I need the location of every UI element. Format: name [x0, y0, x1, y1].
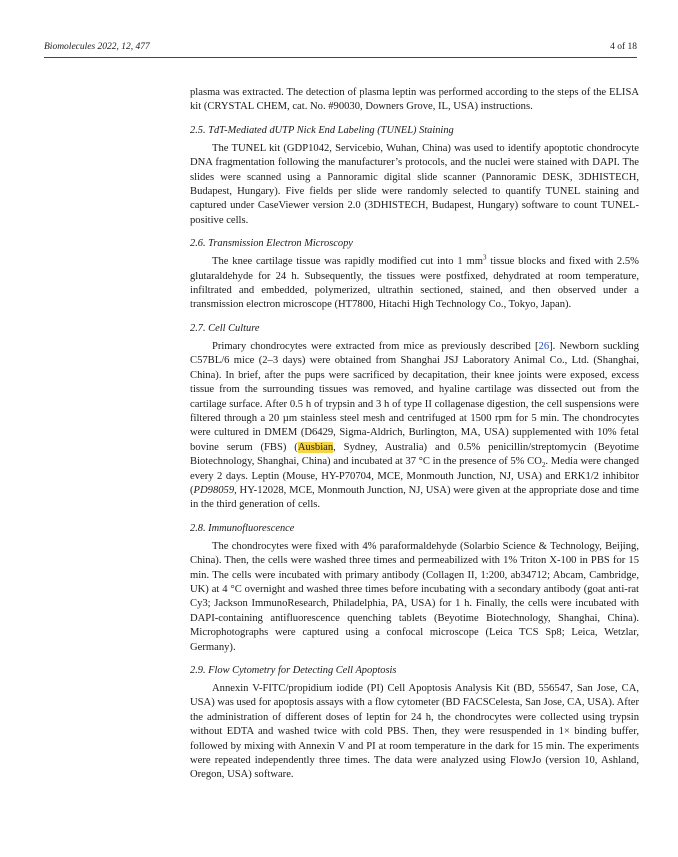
section-title-cell-culture: 2.7. Cell Culture — [190, 322, 260, 334]
section-title-immunofluorescence: 2.8. Immunofluorescence — [190, 522, 295, 534]
cell-culture-text-c: , Sydney, Australia) and 0.5% penicillin/streptomycin (Beyotime Biotechnology, Shanghai, China) and incubated at 37 °C in the presence of 5% CO — [190, 441, 639, 468]
section-text-flow-cytometry: Annexin V-FITC/propidium iodide (PI) Cell Apoptosis Analysis Kit (BD, 556547, San Jose, CA, USA) was used for apoptosis assays with a flow cytometer (BD FACSCelesta, San Jose, CA, USA). After the administration of different doses of leptin for 24 h, the chondrocytes were collected using trypsin without EDTA and washed twice with cold PBS. Then, they were resuspended in 1× binding buffer, followed by mixing with Annexin V and PI at room temperature in the dark for 15 min. The experiments were repeated independently three times. The data were analyzed using FlowJo (version 10, Ashland, Oregon, USA) software. — [190, 683, 639, 781]
cell-culture-text-d: . Media were changed every 2 days. Leptin (Mouse, HY-P70704, MCE, Monmouth Junction, NJ, USA) and ERK1/2 inhibitor ( — [190, 456, 639, 496]
page-number: 4 of 18 — [610, 42, 637, 52]
inhibitor-name: PD98059 — [193, 484, 235, 496]
citation-link[interactable]: 26 — [538, 340, 550, 352]
cell-culture-text-a: Primary chondrocytes were extracted from mice as previously described [ — [212, 340, 539, 352]
section-title-tunel: 2.5. TdT-Mediated dUTP Nick End Labeling (TUNEL) Staining — [190, 124, 454, 136]
tem-superscript: 3 — [482, 253, 487, 262]
highlighted-text: Ausbian — [297, 441, 334, 453]
journal-citation: Biomolecules 2022, 12, 477 — [44, 42, 150, 52]
tem-text-a: The knee cartilage tissue was rapidly modified cut into 1 mm — [212, 256, 483, 268]
cell-culture-text-b: ]. Newborn suckling C57BL/6 mice (2–3 days) were obtained from Shanghai JSJ Laboratory Animal Co., Ltd. (Shanghai, China). In brief, after the pups were sacrificed by decapitation, their knee joints were exposed, excess tissue from the surrounding tissues was removed, and hyaline cartilage was dissected out from the cartilage surface. After 0.5 h of trypsin and 3 h of type II collagenase digestion, the cell suspensions were filtered through a 20 µm stainless steel mesh and centrifuged at 1500 rpm for 5 min. The chondrocytes were cultured in DMEM (D6429, Sigma-Aldrich, Burlington, MA, USA) supplemented with 10% fetal bovine serum (FBS) ( — [190, 340, 639, 453]
section-text-tem — [190, 255, 639, 313]
cell-culture-text-e: , HY-12028, MCE, Monmouth Junction, NJ, USA) were given at the appropriate dose and time in the third generation of cells. — [190, 484, 639, 511]
section-text-cell-culture — [190, 340, 639, 513]
intro-paragraph: plasma was extracted. The detection of plasma leptin was performed according to the steps of the ELISA kit (CRYSTAL CHEM, cat. No. #90030, Downers Grove, IL, USA) instructions. — [190, 87, 639, 113]
section-title-tem: 2.6. Transmission Electron Microscopy — [190, 238, 353, 250]
page-header — [44, 40, 637, 54]
section-text-tunel: The TUNEL kit (GDP1042, Servicebio, Wuhan, China) was used to identify apoptotic chondrocyte DNA fragmentation following the manufacturer’s protocols, and the nuclei were stained with DAPI. The slides were scanned using a Pannoramic digital slide scanner (Pannoramic DESK, 3DHISTECH, Budapest, Hungary). Five fields per slide were randomly selected to quantify TUNEL staining and captured under CaseViewer version 2.0 (3DHISTECH, Budapest, Hungary) software to count TUNEL-positive cells. — [190, 142, 639, 226]
header-rule — [44, 57, 637, 58]
co2-subscript: 2 — [541, 461, 546, 470]
tem-text-b: tissue blocks and fixed with 2.5% glutaraldehyde for 24 h. Subsequently, the tissues were postfixed, dehydrated at room temperature, infiltrated and embedded, polymerized, ultrathin sectioned, stained, and then observed under a transmission electron microscope (HT7800, Hitachi High Technology Co., Tokyo, Japan). — [190, 256, 639, 311]
section-text-immunofluorescence: The chondrocytes were fixed with 4% paraformaldehyde (Solarbio Science & Technology, Beijing, China). Then, the cells were washed three times and permeabilized with 1% Triton X-100 in PBS for 15 min. The cells were incubated with primary antibody (Collagen II, 1:200, ab34712; Abcam, Cambridge, UK) at 4 °C overnight and washed three times before incubating with a secondary antibody (goat anti-rat Cy3; Jackson ImmunoResearch, Philadelphia, PA, USA) for 1 h. Finally, the cells were incubated with DAPI-containing antifluorescence quenching tablets (Beyotime Biotechnology, Shanghai, China). Microphotographs were captured using a confocal microscope (Leica TCS Sp8; Leica, Wetzlar, Germany). — [190, 540, 639, 653]
article-body — [190, 86, 639, 783]
section-title-flow-cytometry: 2.9. Flow Cytometry for Detecting Cell Apoptosis — [190, 665, 397, 676]
